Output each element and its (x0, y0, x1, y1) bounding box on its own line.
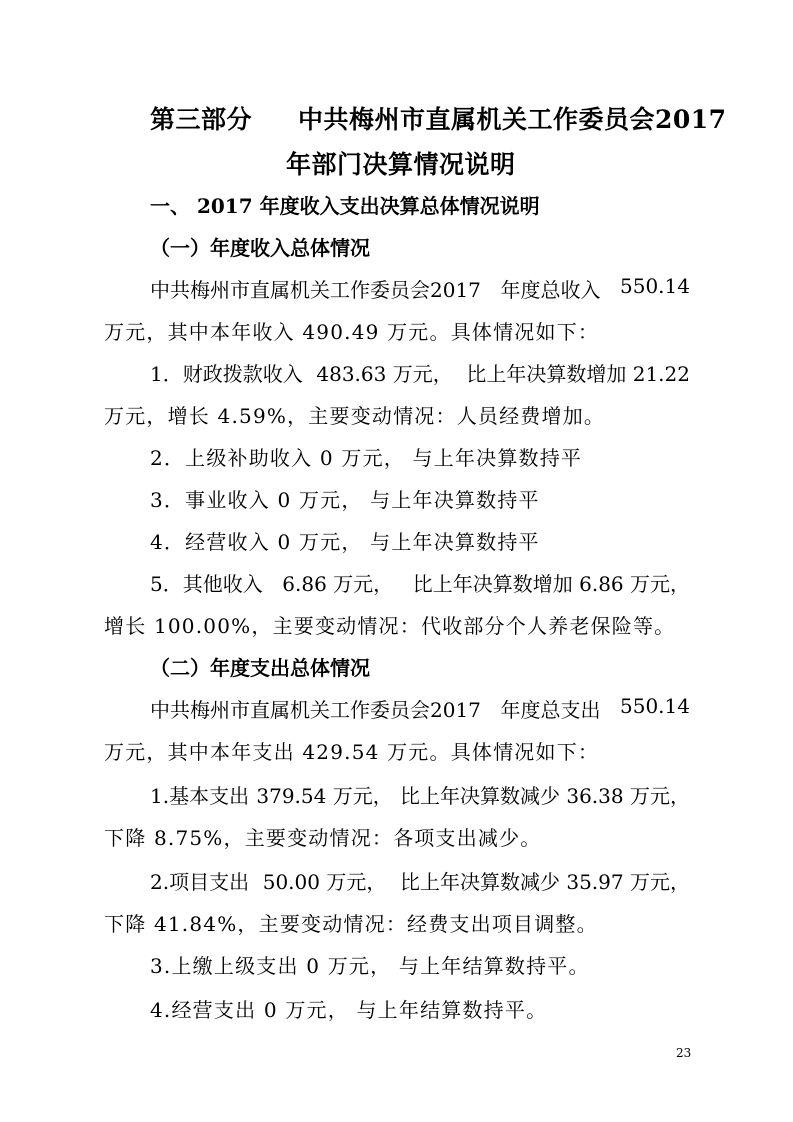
income-summary-part2: 年度总收入 (500, 278, 601, 302)
income-item1-part3: 比上年决算数增加 21.22 (466, 362, 690, 386)
income-item5 (150, 568, 690, 597)
income-summary (150, 274, 690, 303)
income-item3: 3．事业收入 0 万元， 与上年决算数持平 (150, 488, 540, 512)
income-summary-part3: 550.14 (620, 274, 690, 298)
expenditure-item1-part3: 比上年决算数减少 36.38 万元， (400, 784, 690, 808)
income-item1-part1: 1．财政拨款收入 (150, 362, 303, 386)
income-item1-part2: 483.63 万元， (316, 362, 453, 386)
expenditure-item2 (150, 866, 690, 895)
expenditure-item2-part2: 50.00 万元， (262, 870, 387, 894)
expenditure-summary-part3: 550.14 (620, 694, 690, 718)
income-item5-line2: 增长 100.00%，主要变动情况：代收部分个人养老保险等。 (104, 614, 676, 638)
income-heading: （一）年度收入总体情况 (150, 236, 370, 260)
expenditure-summary-part1: 中共梅州市直属机关工作委员会2017 (150, 698, 481, 722)
expenditure-item2-line2: 下降 41.84%，主要变动情况：经费支出项目调整。 (104, 912, 598, 936)
expenditure-item4: 4.经营支出 0 万元， 与上年结算数持平。 (150, 998, 548, 1022)
income-item1 (150, 358, 690, 387)
income-item5-part2: 6.86 万元， (282, 572, 394, 596)
expenditure-heading: （二）年度支出总体情况 (150, 656, 370, 680)
title-part-label: 第三部分 (150, 105, 253, 134)
section1-heading: 一、 2017 年度收入支出决算总体情况说明 (150, 194, 540, 218)
page-number: 23 (676, 1046, 692, 1060)
income-summary-part1: 中共梅州市直属机关工作委员会2017 (150, 278, 481, 302)
expenditure-summary (150, 694, 690, 723)
income-item5-part1: 5．其他收入 (150, 572, 263, 596)
expenditure-summary-line2: 万元，其中本年支出 429.54 万元。具体情况如下： (104, 740, 600, 764)
expenditure-item1-part1: 1.基本支出 (150, 784, 250, 808)
title-org-year: 中共梅州市直属机关工作委员会2017 (298, 105, 727, 134)
expenditure-item1-line2: 下降 8.75%，主要变动情况：各项支出减少。 (104, 826, 542, 850)
expenditure-item1 (150, 780, 690, 809)
income-item2: 2．上级补助收入 0 万元， 与上年决算数持平 (150, 446, 583, 470)
expenditure-item2-part3: 比上年决算数减少 35.97 万元， (400, 870, 690, 894)
title-line2: 年部门决算情况说明 (286, 150, 516, 179)
expenditure-item1-part2: 379.54 万元， (256, 784, 393, 808)
income-item4: 4．经营收入 0 万元， 与上年决算数持平 (150, 530, 540, 554)
income-item5-part3: 比上年决算数增加 6.86 万元， (412, 572, 690, 596)
expenditure-item2-part1: 2.项目支出 (150, 870, 250, 894)
income-summary-line2: 万元，其中本年收入 490.49 万元。具体情况如下： (104, 320, 600, 344)
expenditure-summary-part2: 年度总支出 (500, 698, 601, 722)
income-item1-line2: 万元，增长 4.59%，主要变动情况：人员经费增加。 (104, 404, 606, 428)
expenditure-item3: 3.上缴上级支出 0 万元， 与上年结算数持平。 (150, 954, 590, 978)
